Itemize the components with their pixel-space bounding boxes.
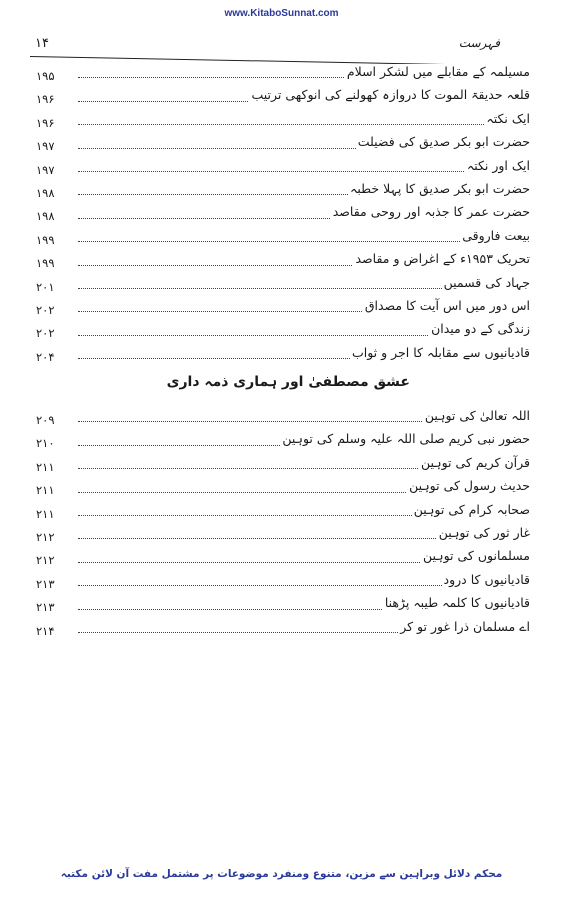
toc-entry-title: اس دور میں اس آیت کا مصداق (364, 297, 530, 313)
toc-entry-page: ۲۱۲ (36, 553, 55, 568)
toc-entry (30, 593, 530, 616)
toc-entry (30, 226, 530, 249)
toc-entry-title: جہاد کی قسمیں (443, 274, 530, 290)
toc-entry-page: ۱۹۵ (36, 69, 55, 83)
toc-entry-page: ۲۱۱ (36, 459, 55, 474)
toc-entry-title: قادیانیوں کا درود (443, 571, 530, 587)
toc-entry (30, 249, 530, 272)
toc-entry (30, 179, 530, 202)
toc-entry-title: ایک نکتہ (486, 110, 530, 126)
toc-entry (30, 132, 530, 155)
toc-entry (30, 202, 530, 225)
toc-entry-page: ۲۱۰ (36, 436, 55, 451)
toc-entry-page: ۲۰۱ (36, 279, 55, 294)
toc-entry-page: ۱۹۹ (36, 256, 55, 271)
toc-entry-page: ۱۹۷ (36, 139, 55, 154)
toc-entry-title: اے مسلمان ذرا غور تو کر (400, 618, 530, 634)
toc-entry-page: ۲۱۲ (36, 530, 55, 545)
toc-entry-title: بیعت فاروقی (462, 227, 530, 243)
toc-entry-page: ۲۱۱ (36, 506, 55, 521)
toc-entry (30, 296, 530, 319)
toc-entry-page: ۲۰۲ (36, 326, 55, 341)
toc-entry-page: ۲۱۱ (36, 483, 55, 498)
toc-entry-page: ۱۹۷ (36, 162, 55, 177)
toc-entry-page: ۲۱۳ (36, 576, 55, 591)
toc-entry-title: قلعہ حدیقۃ الموت کا دروازہ کھولنے کی انوکھی ترتیب (251, 87, 530, 103)
site-url[interactable]: www.KitaboSunnat.com (224, 8, 339, 19)
page-title: فہرست (458, 36, 500, 50)
section-heading (30, 366, 530, 406)
toc-entry-title: حضور نبی کریم صلی اللہ علیہ وسلم کی توہین (282, 431, 530, 447)
toc-entry-page: ۱۹۸ (36, 185, 55, 200)
toc-list (30, 62, 530, 640)
toc-entry-title: تحریک ۱۹۵۳ء کے اغراض و مقاصد (355, 251, 530, 267)
toc-entry (30, 273, 530, 296)
toc-entry-page: ۲۰۴ (36, 349, 55, 364)
toc-entry (30, 62, 530, 85)
toc-entry-title: صحابہ کرام کی توہین (413, 501, 530, 517)
toc-entry (30, 476, 530, 499)
toc-entry-page: ۱۹۹ (36, 232, 55, 247)
toc-entry (30, 500, 530, 523)
section-heading-text: عشق مصطفیٰ اور ہماری ذمہ داری (166, 374, 410, 391)
dot-leader (78, 171, 530, 172)
toc-entry (30, 546, 530, 569)
toc-entry-page: ۲۰۲ (36, 302, 55, 317)
page-number: ۱۴ (35, 36, 49, 51)
toc-entry (30, 617, 530, 640)
toc-entry-page: ۲۰۹ (36, 413, 55, 428)
dot-leader (78, 124, 530, 125)
toc-entry-page: ۲۱۴ (36, 623, 55, 638)
page-header (30, 34, 530, 58)
toc-entry-title: قرآن کریم کی توہین (420, 454, 530, 470)
toc-entry-title: مسیلمہ کے مقابلے میں لشکر اسلام (346, 64, 530, 79)
toc-entry-title: قادیانیوں سے مقابلہ کا اجر و ثواب (351, 344, 530, 360)
toc-entry-title: غار ثور کی توہین (438, 525, 530, 541)
toc-entry (30, 453, 530, 476)
toc-entry (30, 319, 530, 342)
toc-entry-page: ۲۱۳ (36, 600, 55, 615)
toc-entry-page: ۱۹۸ (36, 209, 55, 224)
toc-entry (30, 156, 530, 179)
toc-entry-title: زندگی کے دو میدان (431, 321, 530, 337)
toc-entry-page: ۱۹۶ (36, 92, 55, 107)
toc-entry-page: ۱۹۶ (36, 115, 55, 130)
toc-entry (30, 406, 530, 429)
footer-tagline: محکم دلائل وبراہین سے مزین، متنوع ومنفرد موضوعات پر مشتمل مفت آن لائن مکتبہ (60, 868, 503, 880)
toc-entry (30, 85, 530, 108)
toc-entry-title: مسلمانوں کی توہین (422, 548, 530, 564)
toc-entry-title: ایک اور نکتہ (466, 157, 530, 173)
toc-entry-title: قادیانیوں کا کلمہ طیبہ پڑھنا (384, 595, 530, 611)
toc-entry (30, 109, 530, 132)
toc-entry-title: حدیث رسول کی توہین (409, 478, 530, 494)
toc-entry (30, 343, 530, 366)
toc-entry-title: حضرت ابو بکر صدیق کی فضیلت (357, 134, 530, 150)
toc-entry (30, 523, 530, 546)
toc-entry (30, 570, 530, 593)
book-page (30, 34, 530, 824)
toc-entry (30, 429, 530, 452)
toc-entry-title: حضرت عمر کا جذبہ اور روحی مقاصد (332, 204, 530, 220)
toc-entry-title: اللہ تعالیٰ کی توہین (424, 408, 530, 424)
toc-entry-title: حضرت ابو بکر صدیق کا پہلا خطبہ (350, 180, 530, 196)
